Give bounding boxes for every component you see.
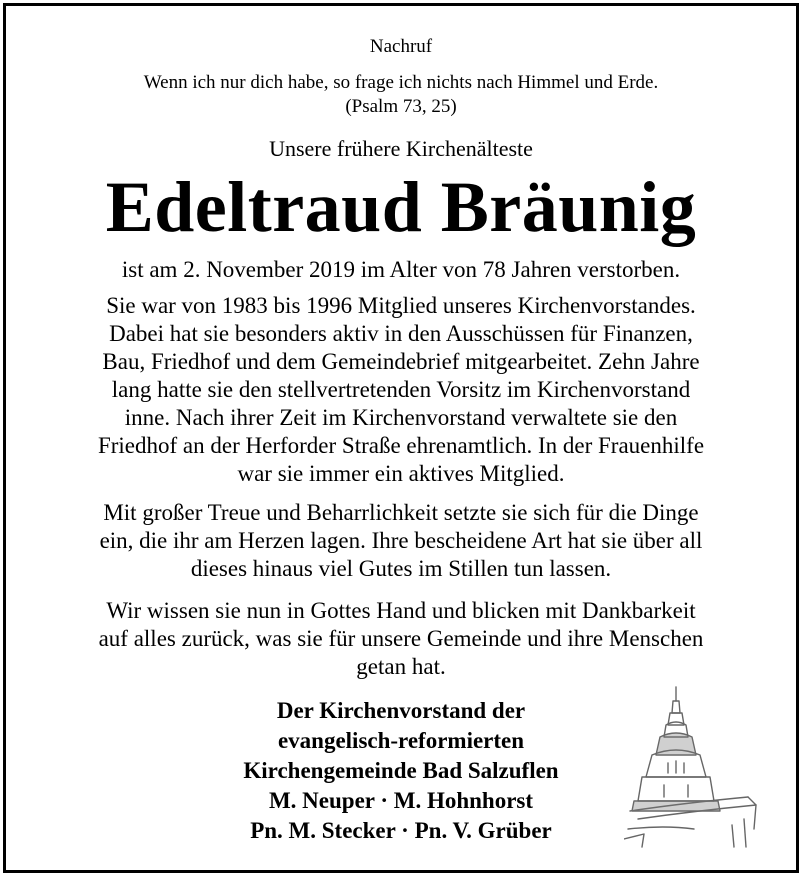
paragraph-1 [6, 292, 796, 488]
paragraph-line: Mit großer Treue und Beharrlichkeit setzte sie sich für die Dinge [103, 500, 699, 525]
bible-quote-source: (Psalm 73, 25) [345, 96, 457, 117]
paragraph-line: Friedhof an der Herforder Straße ehrenamtlich. In der Frauenhilfe [97, 433, 705, 458]
signature-line: evangelisch-reformierten [277, 728, 525, 753]
paragraph-line: Dabei hat sie besonders aktiv in den Ausschüssen für Finanzen, [109, 321, 693, 346]
notice-title: Nachruf [369, 36, 433, 57]
paragraph-line: getan hat. [356, 654, 446, 679]
paragraph-line: war sie immer ein aktives Mitglied. [237, 461, 565, 486]
bible-quote: Wenn ich nur dich habe, so frage ich nichts nach Himmel und Erde. [143, 72, 659, 93]
obituary-frame [3, 3, 799, 873]
death-notice: ist am 2. November 2019 im Alter von 78 Jahren verstorben. [121, 257, 681, 282]
paragraph-2 [6, 499, 796, 583]
intro-line: Unsere frühere Kirchenälteste [269, 136, 533, 161]
paragraph-line: Sie war von 1983 bis 1996 Mitglied unseres Kirchenvorstandes. [106, 293, 696, 318]
paragraph-line: lang hatte sie den stellvertretenden Vorsitz im Kirchenvorstand [111, 377, 691, 402]
paragraph-line: auf alles zurück, was sie für unsere Gemeinde und ihre Menschen [98, 626, 704, 651]
church-sketch-icon [624, 679, 764, 849]
paragraph-line: inne. Nach ihrer Zeit im Kirchenvorstand verwaltete sie den [124, 405, 678, 430]
deceased-name: Edeltraud Bräunig [105, 167, 697, 247]
signature-line: Pn. M. Stecker · Pn. V. Grüber [250, 818, 552, 843]
paragraph-line: Wir wissen sie nun in Gottes Hand und blicken mit Dankbarkeit [106, 598, 696, 623]
paragraph-line: dieses hinaus viel Gutes im Stillen tun lassen. [190, 556, 612, 581]
signature-line: Der Kirchenvorstand der [276, 698, 526, 723]
signature-line: Kirchengemeinde Bad Salzuflen [243, 758, 559, 783]
paragraph-line: Bau, Friedhof und dem Gemeindebrief mitgearbeitet. Zehn Jahre [102, 349, 700, 374]
signature-line: M. Neuper · M. Hohnhorst [268, 788, 534, 813]
obituary-content [6, 6, 796, 870]
paragraph-3 [6, 597, 796, 681]
paragraph-line: ein, die ihr am Herzen lagen. Ihre bescheidene Art hat sie über all [99, 528, 703, 553]
